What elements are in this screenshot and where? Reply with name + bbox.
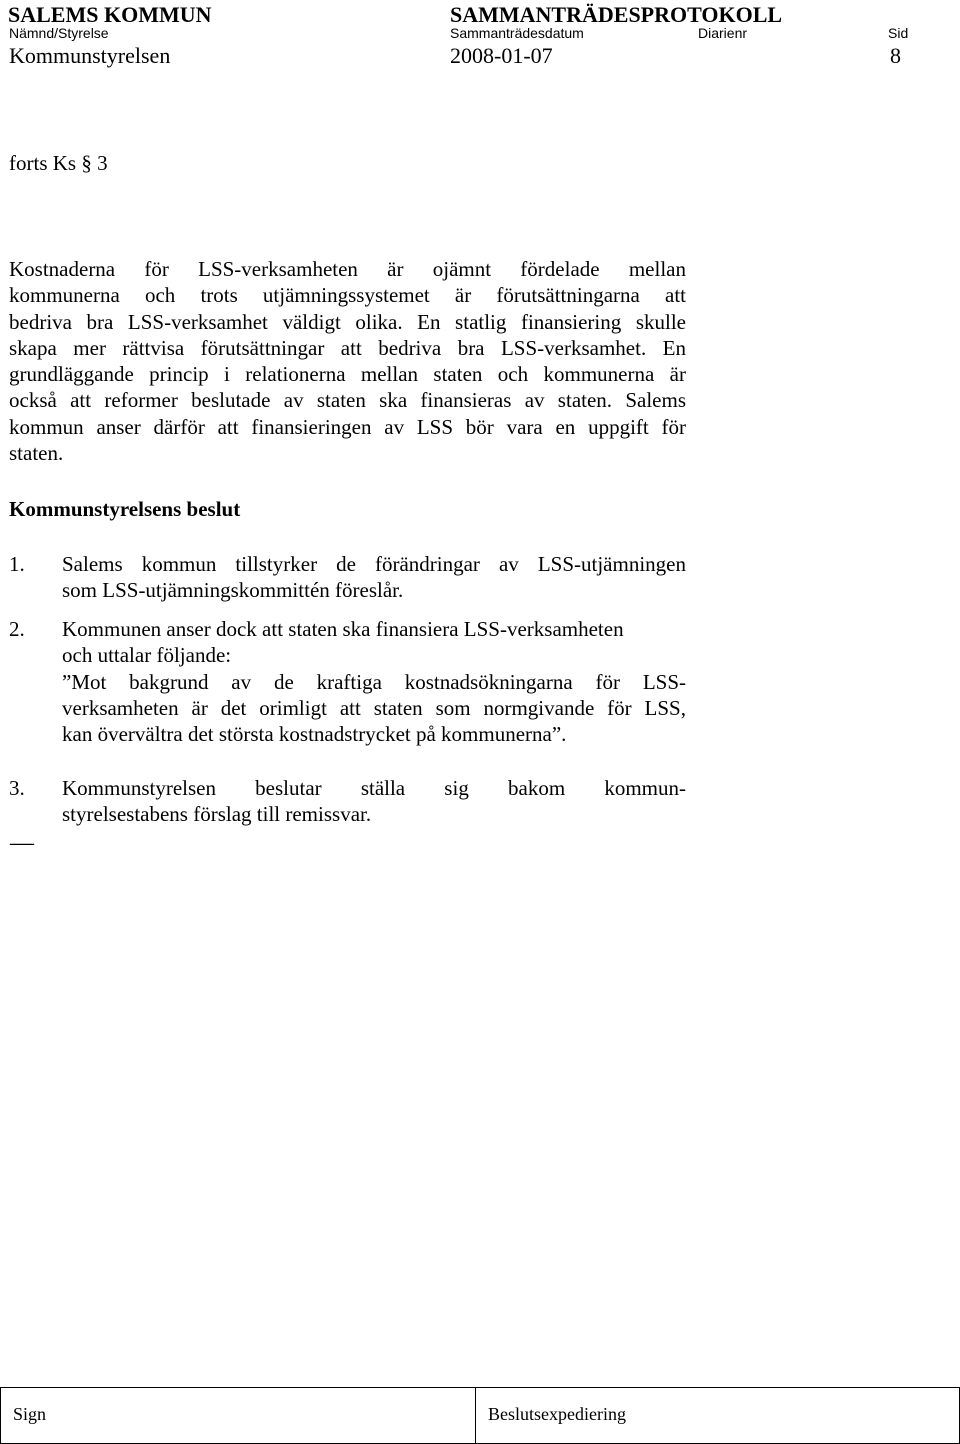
item-line: och uttalar följande: (62, 643, 232, 668)
value-page: 8 (890, 43, 901, 68)
intro-paragraph (9, 256, 686, 466)
intro-line: grundläggande princip i relationerna mellan staten och kommunerna är (9, 362, 686, 387)
intro-line: skapa mer rättvisa förutsättningar att bedriva bra LSS-verksamhet. En (9, 335, 686, 360)
value-body: Kommunstyrelsen (9, 43, 171, 68)
org-name: SALEMS KOMMUN (8, 2, 212, 27)
item-line: Salems kommun tillstyrker de förändringar av LSS-utjämningen (62, 552, 686, 576)
sign-label: Sign (13, 1404, 47, 1424)
decision-heading: Kommunstyrelsens beslut (9, 497, 241, 521)
end-mark: — (10, 830, 34, 856)
quote-line: kan övervältra det största kostnadstrycket på kommunerna”. (62, 722, 567, 747)
item-line: som LSS-utjämningskommittén föreslår. (62, 578, 404, 603)
intro-line: kommunerna och trots utjämningssystemet är förutsättningarna att (9, 283, 686, 308)
decision-item-2 (62, 616, 686, 747)
item-number: 3. (9, 776, 25, 800)
intro-line: Kostnaderna för LSS-verksamheten är ojämnt fördelade mellan (9, 257, 686, 281)
item-number: 2. (9, 617, 25, 641)
item-number: 1. (9, 552, 25, 576)
item-line: styrelsestabens förslag till remissvar. (62, 802, 372, 827)
intro-line: också att reformer beslutade av staten ska finansieras av staten. Salems (9, 388, 686, 413)
intro-line: bedriva bra LSS-verksamhet väldigt olika. En statlig finansiering skulle (9, 309, 686, 334)
decision-item-1 (62, 551, 686, 604)
value-date: 2008-01-07 (450, 43, 553, 68)
expedition-cell (476, 1388, 959, 1443)
footer-box (0, 1387, 960, 1444)
intro-line: staten. (9, 441, 64, 466)
sign-cell (1, 1388, 476, 1443)
label-page: Sid (888, 25, 909, 41)
item-line: Kommunstyrelsen beslutar ställa sig bakom kommun- (62, 776, 686, 800)
intro-line: kommun anser därför att finansieringen av LSS bör vara en uppgift för (9, 414, 686, 439)
quote-line: verksamheten är det orimligt att staten som normgivande för LSS, (62, 695, 686, 720)
expedition-label: Beslutsexpediering (488, 1404, 626, 1424)
label-diary: Diarienr (698, 25, 748, 41)
doc-type: SAMMANTRÄDESPROTOKOLL (450, 2, 783, 27)
label-body: Nämnd/Styrelse (9, 25, 109, 41)
decision-item-3 (62, 775, 686, 828)
quote-line: ”Mot bakgrund av de kraftiga kostnadsökningarna för LSS- (62, 669, 686, 694)
section-ref: forts Ks § 3 (9, 151, 108, 175)
label-date: Sammanträdesdatum (450, 25, 584, 41)
item-line: Kommunen anser dock att staten ska finansiera LSS-verksamheten (62, 617, 624, 641)
